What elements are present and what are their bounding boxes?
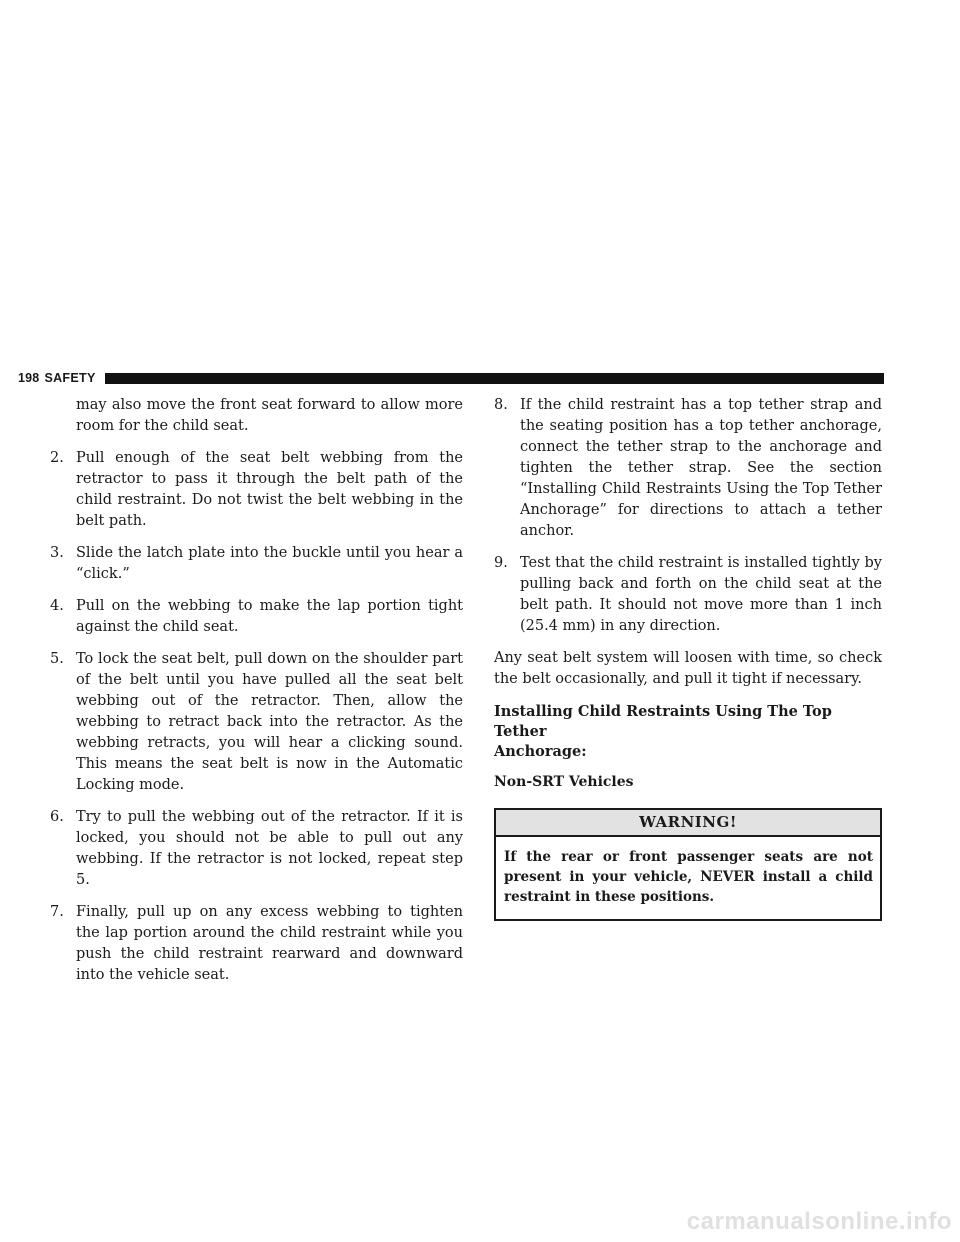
header-rule bbox=[105, 373, 884, 384]
step-8 bbox=[494, 395, 882, 542]
right-column bbox=[494, 395, 882, 921]
step-2 bbox=[50, 448, 463, 532]
step-text: Slide the latch plate into the buckle until you hear a “click.” bbox=[76, 545, 463, 582]
left-column bbox=[50, 395, 463, 986]
section-heading bbox=[494, 702, 882, 762]
step-number: 3. bbox=[50, 545, 64, 561]
step-text: Test that the child restraint is installed tightly by pulling back and forth on the child seat at the belt path. It should not move more than 1 inch (25.4 mm) in any direction. bbox=[520, 555, 882, 634]
step-number: 9. bbox=[494, 555, 508, 571]
step-number: 7. bbox=[50, 904, 64, 920]
page-number: 198 bbox=[18, 371, 40, 385]
step-4 bbox=[50, 596, 463, 638]
step-number: 8. bbox=[494, 397, 508, 413]
watermark: carmanualsonline.info bbox=[686, 1208, 952, 1235]
step-3 bbox=[50, 543, 463, 585]
continuation-text: may also move the front seat forward to allow more room for the child seat. bbox=[76, 397, 463, 434]
step-text: To lock the seat belt, pull down on the shoulder part of the belt until you have pulled all the seat belt webbing out of the retractor. Then, allow the webbing to retract back into the retractor. As the webbing retracts, you will hear a clicking sound. This means the seat belt is now in the Automatic Locking mode. bbox=[76, 651, 463, 793]
section-title: SAFETY bbox=[44, 371, 96, 385]
section-heading-line-2: Anchorage: bbox=[494, 743, 587, 760]
step-number: 5. bbox=[50, 651, 64, 667]
step-number: 2. bbox=[50, 450, 64, 466]
step-7 bbox=[50, 902, 463, 986]
step-5 bbox=[50, 649, 463, 796]
step-number: 4. bbox=[50, 598, 64, 614]
step-text: Pull on the webbing to make the lap portion tight against the child seat. bbox=[76, 598, 463, 635]
step-number: 6. bbox=[50, 809, 64, 825]
step-text: Pull enough of the seat belt webbing from the retractor to pass it through the belt path of the child restraint. Do not twist the belt webbing in the belt path. bbox=[76, 450, 463, 529]
section-heading-line-1: Installing Child Restraints Using The Top Tether bbox=[494, 703, 832, 740]
step-6 bbox=[50, 807, 463, 891]
subheading: Non-SRT Vehicles bbox=[494, 774, 634, 790]
warning-title: WARNING! bbox=[496, 810, 880, 837]
step-text: Try to pull the webbing out of the retractor. If it is locked, you should not be able to pull out any webbing. If the retractor is not locked, repeat step 5. bbox=[76, 809, 463, 888]
body-paragraph: Any seat belt system will loosen with time, so check the belt occasionally, and pull it tight if necessary. bbox=[494, 650, 882, 687]
step-text: If the child restraint has a top tether strap and the seating position has a top tether anchorage, connect the tether strap to the anchorage and tighten the tether strap. See the section “Installing Child Restraints Using the Top Tether Anchorage” for directions to attach a tether anchor. bbox=[520, 397, 882, 539]
step-9 bbox=[494, 553, 882, 637]
warning-box bbox=[494, 808, 882, 921]
warning-text: If the rear or front passenger seats are not present in your vehicle, NEVER install a child restraint in these positions. bbox=[504, 849, 873, 905]
page-header bbox=[18, 370, 884, 386]
step-text: Finally, pull up on any excess webbing to tighten the lap portion around the child restraint while you push the child restraint rearward and downward into the vehicle seat. bbox=[76, 904, 463, 983]
